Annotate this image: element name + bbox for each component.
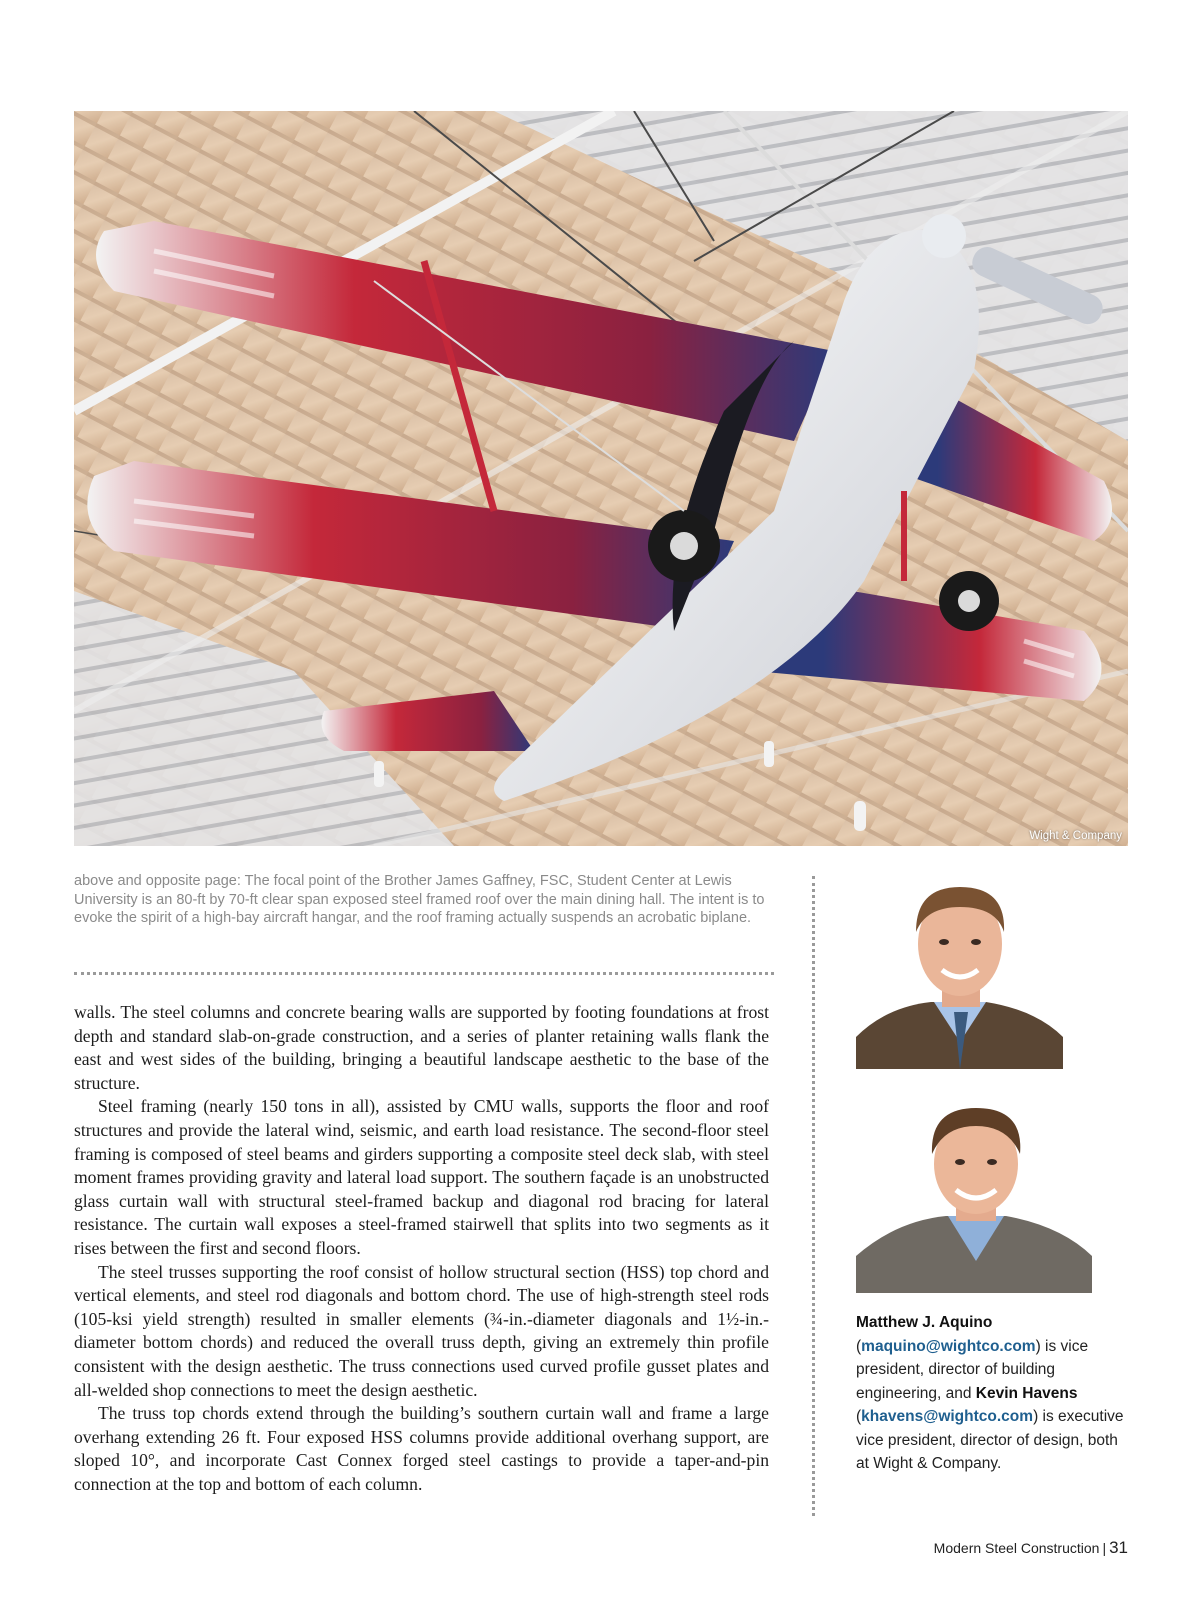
column-divider	[812, 876, 815, 1516]
bio-text-1: ) is vice president, director of building engineering, and	[856, 1337, 1089, 1402]
author-bio	[856, 1311, 1126, 1476]
email-link-aquino[interactable]: maquino@wightco.com	[861, 1337, 1036, 1355]
bio-paren-1: (	[856, 1337, 862, 1355]
article-body	[74, 1001, 769, 1496]
publication-name: Modern Steel Construction	[933, 1540, 1100, 1556]
page-number: 31	[1109, 1538, 1128, 1557]
photo-credit: Wight & Company	[1029, 830, 1122, 842]
paragraph-3: The steel trusses supporting the roof consist of hollow structural section (HSS) top chord and vertical elements, and steel rod diagonals and bottom chord. The use of high-strength steel rods (105-ksi yield strength) resulted in smaller elements (¾-in.-diameter diagonals and 1½-in.-diameter bottom chords) and reduced the overall truss depth, giving an extremely thin profile consistent with the design aesthetic. The truss connections used curved profile gusset plates and all-welded shop connections to meet the design aesthetic.	[74, 1261, 769, 1400]
paragraph-1: walls. The steel columns and concrete bearing walls are supported by footing foundations at frost depth and standard slab-on-grade construction, and a series of planter retaining walls flank the east and west sides of the building, bringing a beautiful landscape aesthetic to the base of the structure.	[74, 1002, 769, 1093]
paragraph-4: The truss top chords extend through the building’s southern curtain wall and frame a large overhang extending 26 ft. Four exposed HSS columns provide additional overhang support, are sloped 10°, and incorporate Cast Connex forged steel castings to provide a taper-and-pin connection at the top and bottom of each column.	[74, 1403, 769, 1494]
biplane-photo	[74, 111, 1128, 846]
author-portrait-aquino	[856, 872, 1063, 1069]
photo-caption: above and opposite page: The focal point of the Brother James Gaffney, FSC, Student Center at Lewis University is an 80-ft by 70-ft clear span exposed steel framed roof over the main dining hall. The intent is to evoke the spirit of a high-bay aircraft hangar, and the roof framing actually suspends an acrobatic biplane.	[74, 873, 765, 926]
author-name-havens: Kevin Havens	[975, 1384, 1078, 1402]
email-link-havens[interactable]: khavens@wightco.com	[861, 1408, 1034, 1425]
bio-text-2: ) is executive vice president, director of design, both at Wight & Company.	[856, 1408, 1124, 1472]
footer-separator: |	[1102, 1540, 1107, 1556]
page-footer	[934, 1538, 1128, 1558]
paragraph-2: Steel framing (nearly 150 tons in all), assisted by CMU walls, supports the floor and roof structures and provide the lateral wind, seismic, and earth load resistance. The second-floor steel framing is composed of steel beams and girders supporting a composite steel deck slab, with steel moment frames providing gravity and lateral load support. The southern façade is an unobstructed glass curtain wall with structural steel-framed backup and diagonal rod bracing for lateral resistance. The curtain wall exposes a steel-framed stairwell that splits into two segments as it rises between the first and second floors.	[74, 1096, 769, 1258]
caption-divider	[74, 972, 774, 975]
bio-paren-2: (	[856, 1408, 862, 1425]
author-portrait-havens	[856, 1096, 1092, 1293]
biplane-illustration	[74, 111, 1128, 846]
author-name-aquino: Matthew J. Aquino	[856, 1314, 993, 1331]
